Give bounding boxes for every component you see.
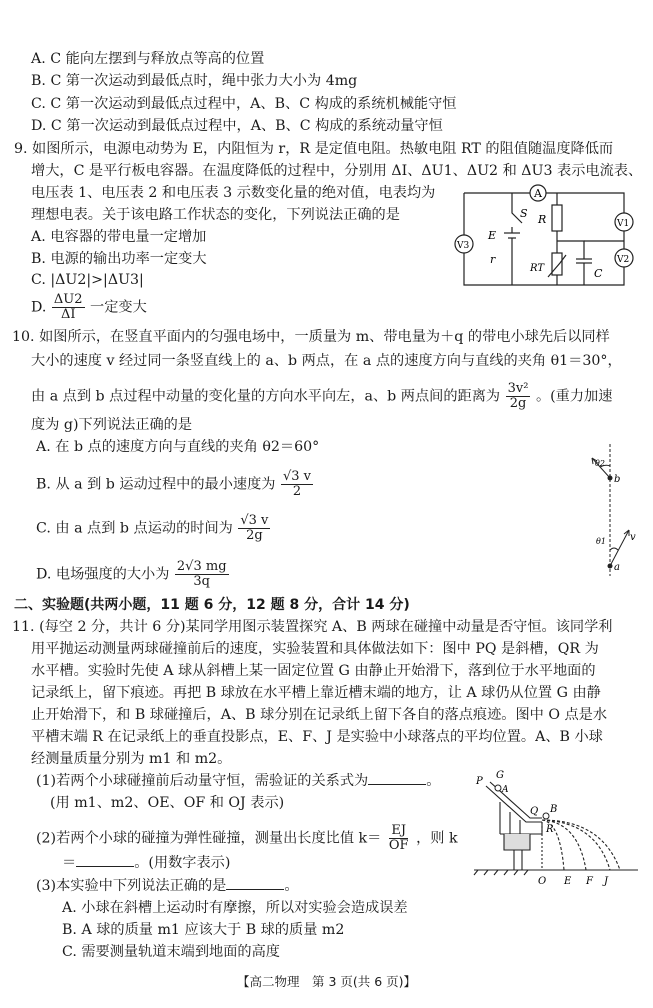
q10-point-b — [608, 476, 613, 481]
q8-option-b: B. C 第一次运动到最低点时，绳中张力大小为 4mg — [31, 73, 358, 89]
q10-figure — [570, 440, 640, 580]
q11-part2-end: ，则 k — [416, 830, 458, 847]
q10-b-denominator: 2 — [292, 484, 302, 499]
q10-c-denominator: 2g — [246, 528, 263, 543]
fig9-switch-label: S — [520, 207, 528, 220]
q11-part2-answer — [62, 854, 230, 872]
q11-part1 — [36, 772, 440, 790]
q11-stem-line6: 平槽末端 R 在记录纸上的垂直投影点，E、F、J 是实验中小球落点的平均位置。A、B 小球 — [31, 729, 603, 745]
q10-line3-end: 。(重力加速 — [535, 388, 613, 405]
fig11-a-label: A — [502, 785, 509, 795]
q10-option-d — [36, 560, 230, 589]
q10-d-numerator: 2√3 mg — [176, 559, 227, 574]
q10-distance-fraction — [506, 382, 531, 411]
q10-stem-line3 — [31, 382, 612, 411]
q10-option-c-text: C. 由 a 点到 b 点运动的时间为 — [36, 520, 233, 537]
q10-line3-text: 由 a 点到 b 点过程中动量的变化量的方向水平向左，a、b 两点间的距离为 — [31, 388, 501, 405]
q10-option-b-text: B. 从 a 到 b 运动过程中的最小速度为 — [36, 476, 276, 493]
q9-stem-line4: 理想电表。关于该电路工作状态的变化，下列说法正确的是 — [31, 207, 400, 223]
fig9-voltmeter3-label: V3 — [457, 241, 470, 251]
q11-ball-b — [543, 813, 549, 819]
q10-option-b — [36, 470, 314, 499]
q11-stem-line1: 11. (每空 2 分，共计 6 分)某同学用图示装置探究 A、B 两球在碰撞中动量是否守恒。该同学利 — [12, 619, 613, 635]
q11-stem-line7: 经测量质量分别为 m1 和 m2。 — [31, 751, 232, 767]
q8-option-c: C. C 第一次运动到最低点过程中，A、B、C 构成的系统机械能守恒 — [31, 96, 457, 112]
fig9-emf-label: E — [488, 229, 497, 242]
fig11-e-label: E — [564, 876, 572, 887]
fig9-voltmeter2-label: V2 — [617, 255, 630, 265]
q10-option-d-fraction — [175, 560, 229, 589]
fig9-ammeter-label: A — [534, 187, 542, 200]
q10-option-d-text: D. 电场强度的大小为 — [36, 566, 170, 583]
fig9-thermistor-label: RT — [530, 263, 545, 274]
q11-apparatus-figure — [470, 770, 642, 888]
q11-ball-a — [495, 785, 501, 791]
q9-d-numerator: ΔU2 — [53, 292, 83, 307]
fig9-voltmeter1-label: V1 — [617, 219, 630, 229]
q8-option-d: D. C 第一次运动到最低点过程中，A、B、C 构成的系统动量守恒 — [31, 118, 443, 134]
fig10-theta2-label: θ2 — [595, 459, 605, 468]
q9-stem-line3: 电压表 1、电压表 2 和电压表 3 示数变化量的绝对值，电表均为 — [31, 185, 436, 201]
q11-stem-line4: 记录纸上，留下痕迹。再把 B 球放在水平槽上靠近槽末端的地方，让 A 球仍从位置 G 由静 — [31, 685, 601, 701]
q10-option-c-fraction — [238, 514, 270, 543]
fig11-j-label: J — [604, 876, 609, 887]
q11-part1-note: (用 m1、m2、OE、OF 和 OJ 表示) — [50, 795, 285, 811]
fig10-theta1-label: θ1 — [596, 537, 606, 546]
q9-option-d-fraction — [52, 293, 85, 322]
q11-option-a: A. 小球在斜槽上运动时有摩擦，所以对实验会造成误差 — [62, 900, 408, 916]
q10-stem-line1: 10. 如图所示，在竖直平面内的匀强电场中，一质量为 m、带电量为＋q 的带电小球先后以同样 — [12, 329, 610, 345]
q10-option-c — [36, 514, 271, 543]
q11-part2-eq: ＝ — [62, 855, 77, 871]
fig11-p-label: P — [476, 776, 483, 787]
q9-option-a: A. 电容器的带电量一定增加 — [31, 229, 207, 245]
q9-stem-line1: 9. 如图所示，电源电动势为 E，内阻恒为 r，R 是定值电阻。热敏电阻 RT 的阻值随温度降低而 — [14, 141, 614, 157]
q11-ratio-numerator: EJ — [391, 823, 407, 838]
q11-option-c: C. 需要测量轨道末端到地面的高度 — [62, 944, 280, 960]
q11-ratio-fraction — [387, 824, 411, 853]
q11-part2-note: 。(用数字表示) — [134, 855, 231, 871]
q10-b-numerator: √3 v — [282, 469, 312, 484]
fig9-internal-resistance-label: r — [490, 253, 496, 266]
q9-option-b: B. 电源的输出功率一定变大 — [31, 251, 207, 267]
fig10-b-label: b — [614, 474, 621, 485]
q11-blank-2[interactable] — [76, 854, 134, 867]
q10-stem-line2: 大小的速度 v 经过同一条竖直线上的 a、b 两点，在 a 点的速度方向与直线的夹角 θ1＝30°， — [31, 353, 622, 369]
fig11-f-label: F — [586, 876, 593, 887]
q10-c-numerator: √3 v — [240, 513, 269, 528]
q10-d-denominator: 3q — [193, 574, 210, 589]
page-footer: 【高二物理 第 3 页(共 6 页)】 — [236, 974, 417, 989]
fig11-o-label: O — [538, 876, 547, 887]
q11-option-b: B. A 球的质量 m1 应该大于 B 球的质量 m2 — [62, 922, 345, 938]
q11-part1-end: 。 — [426, 773, 441, 789]
fig10-a-label: a — [614, 562, 620, 573]
q11-part1-text: (1)若两个小球碰撞前后动量守恒，需验证的关系式为 — [36, 773, 369, 789]
q11-stem-line2: 用平抛运动测量两球碰撞前后的速度，实验装置和具体做法如下：图中 PQ 是斜槽，QR 为 — [31, 641, 599, 657]
fig9-capacitor-label: C — [594, 267, 603, 280]
q9-option-d-label: D. — [31, 299, 47, 316]
fig11-b-label: B — [550, 804, 558, 815]
q11-stem-line5: 止开始滑下，和 B 球碰撞后，A、B 球分别在记录纸上留下各自的落点痕迹。图中 O 点是水 — [31, 707, 608, 723]
q11-part3 — [36, 877, 299, 895]
q11-part2-text: (2)若两个小球的碰撞为弹性碰撞，测量出长度比值 k＝ — [36, 830, 382, 847]
q11-part2 — [36, 824, 458, 853]
fig10-v-label: v — [630, 532, 636, 543]
q11-blank-1[interactable] — [368, 772, 426, 785]
q11-blank-3[interactable] — [226, 877, 284, 890]
fig11-g-label: G — [496, 770, 504, 781]
q10-option-a: A. 在 b 点的速度方向与直线的夹角 θ2＝60° — [36, 439, 320, 455]
q10-stem-line4: 度为 g)下列说法正确的是 — [31, 417, 193, 433]
fig11-r-label: R — [546, 824, 554, 835]
q9-option-d — [31, 293, 147, 322]
q10-distance-denominator: 2g — [509, 396, 527, 411]
q10-distance-numerator: 3v² — [507, 381, 529, 396]
q9-option-d-text: 一定变大 — [90, 299, 147, 316]
q11-part3-text: (3)本实验中下列说法正确的是 — [36, 878, 227, 894]
q9-circuit-diagram — [450, 183, 642, 295]
q10-option-b-fraction — [281, 470, 313, 499]
q9-stem-line2: 增大，C 是平行板电容器。在温度降低的过程中，分别用 ΔI、ΔU1、ΔU2 和 ΔU3 表示电流表、 — [31, 163, 643, 179]
q11-part3-end: 。 — [284, 878, 299, 894]
q9-d-denominator: ΔI — [60, 307, 76, 322]
q11-ratio-denominator: OF — [388, 838, 409, 853]
fig9-resistor-label: R — [538, 213, 547, 226]
section-heading: 二、实验题(共两小题，11 题 6 分，12 题 8 分，合计 14 分) — [14, 597, 410, 613]
q11-stem-line3: 水平槽。实验时先使 A 球从斜槽上某一固定位置 G 由静止开始滑下，落到位于水平地面的 — [31, 663, 596, 679]
q9-option-c: C. |ΔU2|>|ΔU3| — [31, 272, 144, 288]
q10-point-a — [608, 564, 613, 569]
fig11-q-label: Q — [530, 806, 539, 817]
q8-option-a: A. C 能向左摆到与释放点等高的位置 — [31, 51, 265, 67]
